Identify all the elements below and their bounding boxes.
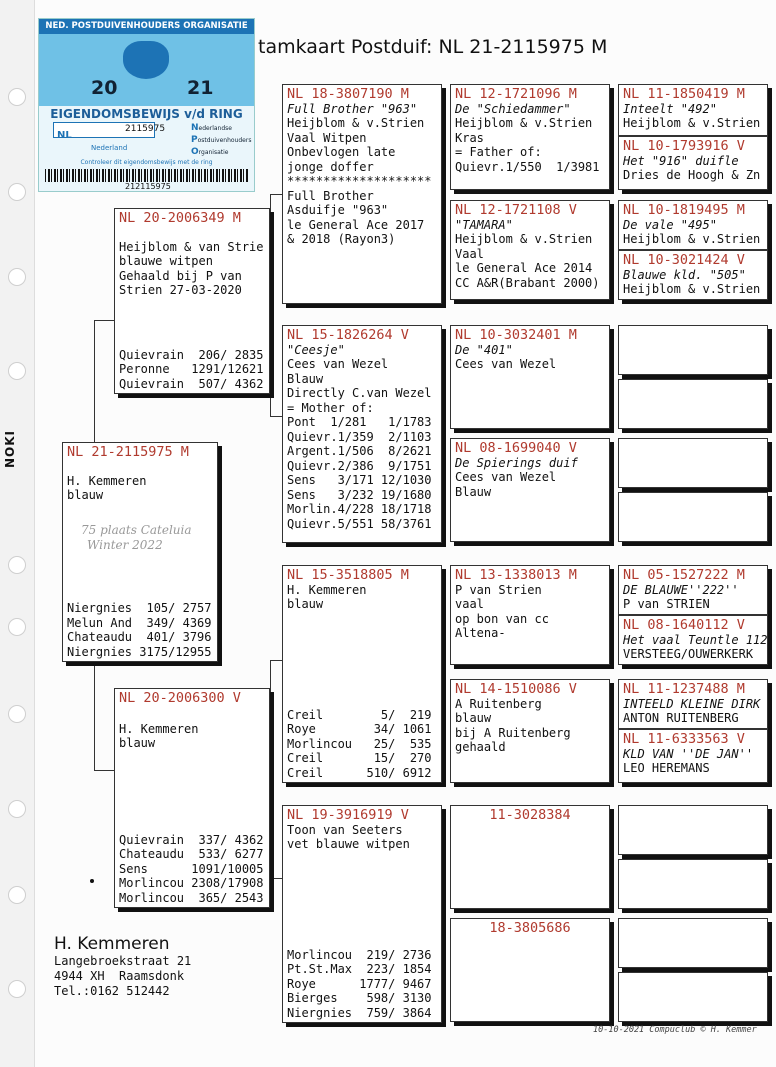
ring-certificate [38,18,255,192]
punch-hole [8,980,26,998]
ring-header: NL 19-3916919 V [287,807,409,823]
race-results [115,833,264,906]
race-results [115,348,264,392]
ring-header: NL 14-1510086 V [455,681,577,697]
card-line: Vaal [455,246,484,261]
ring-header: NL 12-1721108 V [455,202,577,218]
card-owner: H. Kemmeren [287,582,367,597]
ring-header: NL 12-1721096 M [455,86,577,102]
result-row: Creil 510/ 6912 [287,765,432,780]
pigeon-nickname: "TAMARA" [455,217,513,232]
card-line: P van Strien [455,582,542,597]
punch-hole [8,183,26,201]
card-line: Heijblom & v.Strien [455,232,593,246]
card-line: & 2018 (Rayon3) [287,232,396,246]
punch-hole [8,618,26,636]
ring-country: Nederland [91,144,128,152]
result-row: Argent.1/506 8/2621 [287,444,432,458]
brand-label: NOKI [3,429,17,468]
pigeon-nickname: DE BLAUWE''222'' [623,582,739,597]
card-owner: LEO HEREMANS [623,761,710,775]
card-line: CC A&R(Brabant 2000) [455,275,600,290]
card-line: le General Ace 2014 [455,261,593,275]
card-line: Gehaald bij P van [119,268,242,283]
result-row: Morlincou 365/ 2543 [119,890,264,905]
owner-street: Langebroekstraat 21 [54,954,192,968]
pedigree-card-g13 [618,805,768,855]
pigeon-nickname: De "401" [455,342,513,357]
ring-header: NL 20-2006349 M [119,210,241,226]
ring-year-left: 20 [91,77,118,99]
card-owner: P van STRIEN [623,597,710,611]
pigeon-nickname: De Spierings duif [455,455,578,470]
ring-side-p: Postduivenhouders [191,135,252,145]
punch-hole [8,556,26,574]
pedigree-card-g11 [618,679,768,729]
pedigree-card-mmm [450,918,610,1022]
pedigree-card-fmm [450,438,610,542]
pedigree-card-g14 [618,859,768,909]
result-row: Peronne 1291/12621 [119,362,264,376]
card-owner: Dries de Hoogh & Zn [623,168,761,182]
card-line: blauw [455,711,492,725]
ring-header: NL 11-1850419 M [623,86,745,102]
card-line: Strien 27-03-2020 [119,283,242,297]
card-owner: Toon van Seeters [287,822,403,837]
ring-header: NL 05-1527222 M [623,567,745,583]
punch-hole [8,88,26,106]
pigeon-nickname: INTEELD KLEINE DIRK [623,696,761,711]
result-row: Morlincou 219/ 2736 [287,947,432,962]
ring-header: NL 20-2006300 V [119,690,241,706]
card-owner: ANTON RUITENBERG [623,711,739,725]
pedigree-card-father [114,208,270,394]
result-row: Sens 3/232 19/1680 [287,487,432,502]
card-line: Kras [455,130,484,145]
ring-control-text: Controleer dit eigendomsbewijs met de ring [80,159,213,166]
ring-header: NL 10-1793916 V [623,138,745,154]
card-color: vet blauwe witpen [287,837,410,851]
card-line: gehaald [455,740,506,754]
card-line: Quievr.1/550 1/3981 [455,159,600,174]
pedigree-card-g16 [618,972,768,1022]
card-line: Cees van Wezel [287,357,389,371]
barcode-number: 212115975 [125,182,171,191]
card-line: vaal [455,597,484,611]
result-row: Niergnies 105/ 2757 [67,601,212,615]
punch-hole [8,800,26,818]
card-line: Onbevlogen late [287,145,396,159]
footer-credit: 10-10-2021 Compuclub © H. Kemmer [593,1025,757,1035]
card-line: Cees van Wezel [455,470,557,484]
ring-side-n: Nederlandse [191,123,232,133]
result-row: Niergnies 3175/12955 [67,644,212,659]
punch-hole [8,362,26,380]
result-row: Quievrain 507/ 4362 [119,376,264,391]
pedigree-card-g6 [618,379,768,429]
pigeon-nickname: Blauwe kld. "505" [623,267,746,282]
card-owner: H. Kemmeren [119,721,199,736]
connector-line [270,878,282,879]
result-row: Quievr.1/359 2/1103 [287,429,432,444]
ring-side-o: Organisatie [191,147,229,157]
owner-name: H. Kemmeren [54,934,170,954]
ring-header: NL 15-1826264 V [287,327,409,343]
result-row: Roye 1777/ 9467 [287,976,432,991]
result-row: Pt.St.Max 223/ 1854 [287,962,432,976]
result-row: Quievrain 337/ 4362 [119,832,264,847]
card-line: le General Ace 2017 [287,217,425,232]
result-row: Bierges 598/ 3130 [287,991,432,1005]
connector-line [94,320,95,446]
connector-line [270,660,282,661]
race-results [63,601,212,659]
result-row: Creil 15/ 270 [287,751,432,765]
pigeon-nickname: "Ceesje" [287,342,345,357]
handwritten-note: Winter 2022 [87,537,163,552]
connector-line [94,660,95,770]
card-line: Heijblom & van Strie [119,239,264,254]
ring-country-code: NL [57,130,72,141]
ring-header: NL 18-3807190 M [287,86,409,102]
card-owner: Heijblom & v.Strien [623,232,761,246]
ring-header: NL 15-3518805 M [287,567,409,583]
pedigree-card-g2 [618,136,768,190]
card-line: Altena- [455,626,506,640]
pedigree-card-g8 [618,492,768,542]
pedigree-card-main [62,442,218,662]
card-line: Heijblom & v.Strien [287,116,425,130]
ring-header: NL 08-1640112 V [623,617,745,633]
binder-edge [0,0,35,1067]
pigeon-nickname: KLD VAN ''DE JAN'' [623,746,754,761]
ring-header: NL 10-3021424 V [623,252,745,268]
ring-year-right: 21 [187,77,214,99]
barcode-icon [45,169,248,182]
ring-header: 18-3805686 [489,920,571,936]
card-owner: Heijblom & v.Strien [623,282,761,296]
card-line: Cees van Wezel [455,357,557,371]
result-row: Morlin.4/228 18/1718 [287,502,432,516]
ring-header: NL 10-1819495 M [623,202,745,218]
card-line: Asduifje "963" [287,203,389,217]
owner-city: 4944 XH Raamsdonk [54,969,185,983]
pigeon-nickname: Het vaal Teuntle 112 [623,632,768,647]
card-line: blauwe witpen [119,254,213,268]
pedigree-card-fm [282,325,442,543]
pedigree-card-ff [282,84,442,304]
pigeon-nickname: De vale "495" [623,217,717,232]
card-line: bij A Ruitenberg [455,725,571,740]
pedigree-card-fmf [450,325,610,429]
punch-hole [8,705,26,723]
pedigree-card-ffm [450,200,610,300]
handwritten-note: 75 plaats Cateluia [81,522,192,537]
owner-block [54,934,191,999]
result-row: Sens 3/171 12/1030 [287,473,432,487]
ring-number: 2115975 [125,124,166,134]
pedigree-card-g15 [618,918,768,968]
result-row: Sens 1091/10005 [119,861,264,876]
card-line: Blauw [455,484,492,499]
card-line: Full Brother [287,188,374,203]
result-row: Melun And 349/ 4369 [67,615,212,630]
card-owner: Heijblom & v.Strien [623,116,761,130]
connector-line [270,416,282,417]
pedigree-card-g12 [618,729,768,783]
card-owner: H. Kemmeren [67,473,147,488]
pedigree-card-mfm [450,679,610,783]
race-results [283,708,432,781]
pedigree-card-mother [114,688,270,908]
lion-crest-icon [123,41,169,79]
card-line: Heijblom & v.Strien [455,116,593,130]
result-row: Morlincou 25/ 535 [287,736,432,751]
ring-org-name: NED. POSTDUIVENHOUDERS ORGANISATIE [39,19,254,34]
ring-header: NL 11-1237488 M [623,681,745,697]
card-line: Blauw [287,371,324,386]
card-line: Vaal Witpen [287,130,367,145]
ring-header: NL 11-6333563 V [623,731,745,747]
card-line: Directly C.van Wezel [287,386,432,400]
card-line: = Mother of: [287,400,374,415]
result-row: Quievr.5/551 58/3761 [287,516,432,531]
result-row: Roye 34/ 1061 [287,722,432,736]
pedigree-card-g10 [618,615,768,665]
result-row: Chateaudu 401/ 3796 [67,630,212,644]
card-line: op bon van cc [455,611,549,626]
card-line: A Ruitenberg [455,696,542,711]
ring-header: NL 21-2115975 M [67,444,189,460]
card-color: blauw [119,736,156,750]
result-row: Pont 1/281 1/1783 [287,415,432,429]
pedigree-card-mmf [450,805,610,909]
ring-header: NL 13-1338013 M [455,567,577,583]
pedigree-card-g5 [618,325,768,375]
result-row: Quievr.2/386 9/1751 [287,458,432,473]
result-row: Quievrain 206/ 2835 [119,347,264,362]
pedigree-card-mff [450,565,610,665]
card-color: blauw [67,488,104,502]
card-line: jonge doffer [287,159,374,174]
pedigree-card-g4 [618,250,768,300]
card-color: blauw [287,597,324,611]
stray-dot [90,879,94,883]
connector-line [270,194,282,195]
pedigree-card-g9 [618,565,768,615]
punch-hole [8,886,26,904]
punch-hole [8,268,26,286]
pedigree-card-g3 [618,200,768,250]
pedigree-card-mf [282,565,442,783]
pedigree-card-g7 [618,438,768,488]
pigeon-nickname: Full Brother "963" [287,101,418,116]
card-line: = Father of: [455,145,542,159]
connector-line [270,194,271,416]
card-owner: VERSTEEG/OUWERKERK [623,647,754,661]
pedigree-card-mm [282,805,442,1023]
page-title: tamkaart Postduif: NL 21-2115975 M [258,36,608,58]
pedigree-card-fff [450,84,610,190]
result-row: Morlincou 2308/17908 [119,876,264,890]
connector-line [270,660,271,878]
pedigree-card-g1 [618,84,768,136]
card-line: ******************** [287,174,432,188]
pigeon-nickname: De "Schiedammer" [455,101,571,116]
pigeon-nickname: Inteelt "492" [623,101,717,116]
owner-phone: Tel.:0162 512442 [54,984,170,998]
ring-cert-title: EIGENDOMSBEWIJS v/d RING [50,107,243,121]
result-row: Creil 5/ 219 [287,707,432,722]
ring-header: NL 08-1699040 V [455,440,577,456]
result-row: Niergnies 759/ 3864 [287,1005,432,1020]
ring-header: NL 10-3032401 M [455,327,577,343]
result-row: Chateaudu 533/ 6277 [119,847,264,861]
ring-header: 11-3028384 [489,807,571,823]
race-results [283,948,432,1021]
pigeon-nickname: Het "916" duifle [623,153,739,168]
